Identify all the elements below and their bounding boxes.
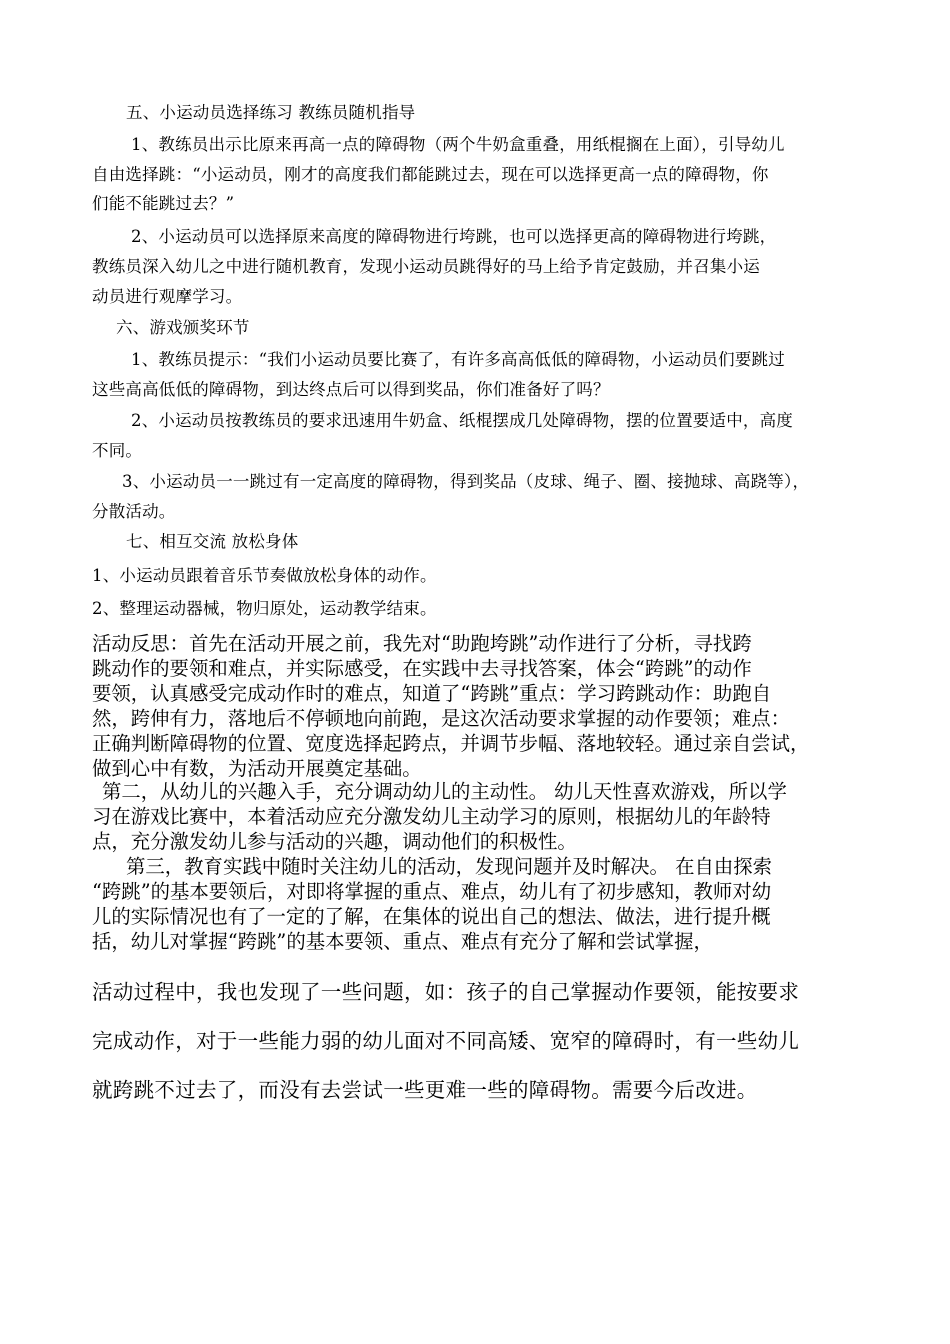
reflection-line: 第三，教育实践中随时关注幼儿的活动，发现问题并及时解决。 在自由探索 [126,855,773,878]
section-heading-6: 六、游戏颁奖环节 [116,318,250,337]
reflection-line: 习在游戏比赛中，本着活动应充分激发幼儿主动学习的原则，根据幼儿的年龄特 [92,805,771,828]
reflection-line: 儿的实际情况也有了一定的了解，在集体的说出自己的想法、做法，进行提升概 [92,905,771,928]
paragraph-line: 教练员深入幼儿之中进行随机教育，发现小运动员跳得好的马上给予肯定鼓励，并召集小运 [92,257,760,276]
paragraph-line: 动员进行观摩学习。 [92,287,243,306]
closing-line: 完成动作，对于一些能力弱的幼儿面对不同高矮、宽窄的障碍时，有一些幼儿 [92,1029,800,1053]
paragraph-line: 们能不能跳过去？” [92,194,235,213]
reflection-line: 要领，认真感受完成动作时的难点，知道了“跨跳”重点：学习跨跳动作：助跑自 [92,682,772,705]
paragraph-line: 2、小运动员可以选择原来高度的障碍物进行垮跳，也可以选择更高的障碍物进行垮跳， [131,227,777,246]
paragraph-line: 2、整理运动器械，物归原处，运动教学结束。 [92,599,437,618]
reflection-line: 正确判断障碍物的位置、宽度选择起跨点，并调节步幅、落地较轻。通过亲自尝试， [92,732,810,755]
paragraph-line: 这些高高低低的障碍物，到达终点后可以得到奖品，你们准备好了吗？ [92,380,610,399]
reflection-line: 点，充分激发幼儿参与活动的兴趣，调动他们的积极性。 [92,830,577,853]
reflection-line: 活动反思：首先在活动开展之前，我先对“助跑垮跳”动作进行了分析，寻找跨 [92,632,752,655]
paragraph-line: 不同。 [92,441,143,460]
reflection-line: 然，跨伸有力，落地后不停顿地向前跑，是这次活动要求掌握的动作要领；难点： [92,707,791,730]
closing-line: 就跨跳不过去了，而没有去尝试一些更难一些的障碍物。需要今后改进。 [92,1078,758,1102]
reflection-line: 括，幼儿对掌握“跨跳”的基本要领、重点、难点有充分了解和尝试掌握， [92,930,713,953]
paragraph-line: 分散活动。 [92,502,176,521]
reflection-line: 做到心中有数，为活动开展奠定基础。 [92,757,422,780]
paragraph-line: 1、教练员出示比原来再高一点的障碍物（两个牛奶盒重叠，用纸棍搁在上面），引导幼儿 [131,135,785,154]
paragraph-line: 3、小运动员一一跳过有一定高度的障碍物，得到奖品（皮球、绳子、圈、接抛球、高跷等）， [122,472,810,491]
reflection-line: “跨跳”的基本要领后，对即将掌握的重点、难点，幼儿有了初步感知，教师对幼 [92,880,772,903]
section-heading-5: 五、小运动员选择练习 教练员随机指导 [126,103,416,122]
section-heading-7: 七、相互交流 放松身体 [126,532,299,551]
paragraph-line: 自由选择跳：“小运动员，刚才的高度我们都能跳过去，现在可以选择更高一点的障碍物，你 [92,165,769,184]
reflection-line: 跳动作的要领和难点，并实际感受，在实践中去寻找答案，体会“跨跳”的动作 [92,657,752,680]
paragraph-line: 1、小运动员跟着音乐节奏做放松身体的动作。 [92,566,437,585]
reflection-line: 第二，从幼儿的兴趣入手，充分调动幼儿的主动性。 幼儿天性喜欢游戏，所以学 [102,780,787,803]
paragraph-line: 1、教练员提示：“我们小运动员要比赛了，有许多高高低低的障碍物，小运动员们要跳过 [131,350,785,369]
paragraph-line: 2、小运动员按教练员的要求迅速用牛奶盒、纸棍摆成几处障碍物，摆的位置要适中，高度 [131,411,793,430]
closing-line: 活动过程中，我也发现了一些问题，如：孩子的自己掌握动作要领，能按要求 [92,980,800,1004]
